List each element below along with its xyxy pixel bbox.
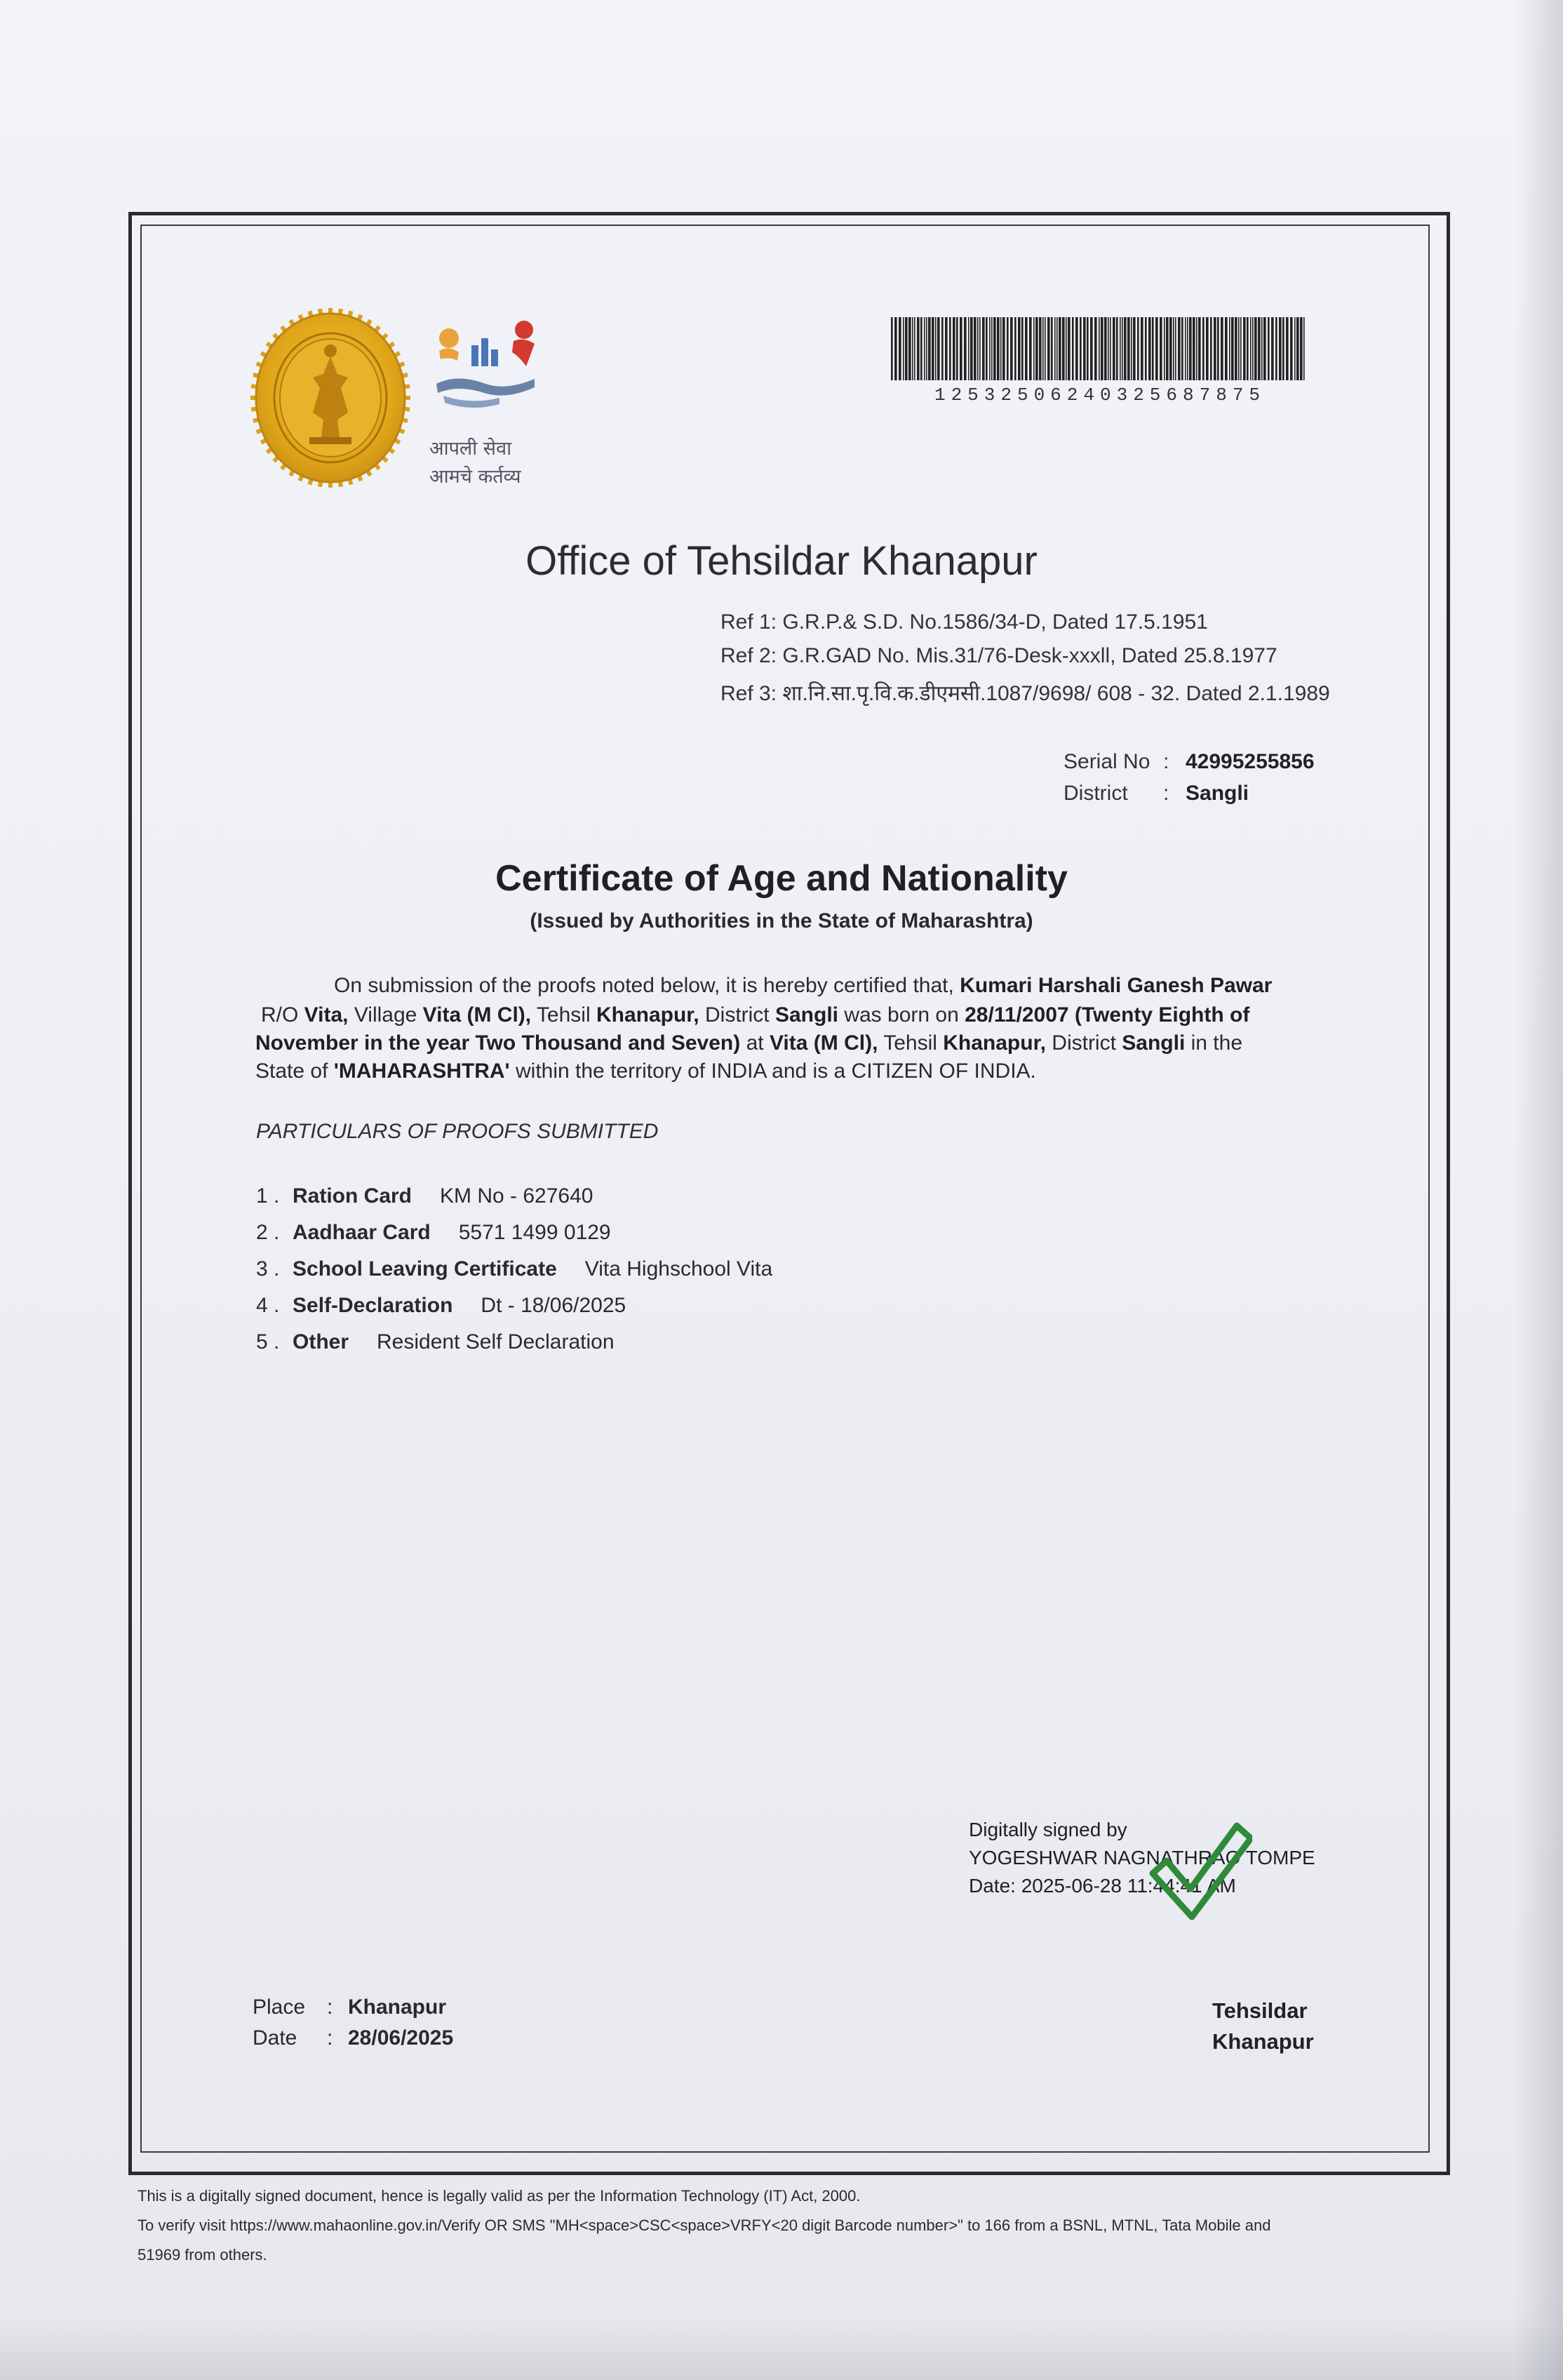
barcode-bar [945,317,948,380]
body-line-3 [255,1029,1323,1058]
village: Vita (M Cl), [422,1003,532,1027]
certificate-subtitle: (Issued by Authorities in the State of Maharashtra) [530,909,1033,932]
barcode-bar [1062,317,1065,380]
barcode-bar [1271,317,1274,380]
proof-label: Ration Card [293,1184,412,1208]
barcode-bar [1133,317,1136,380]
barcode-bar [908,317,911,380]
barcode-bar [941,317,944,380]
barcode-bar [964,317,967,380]
barcode-bar [1202,317,1205,380]
barcode-bar [1258,317,1261,380]
barcode-bar [917,317,920,380]
signature-line-1: Digitally signed by [969,1819,1127,1840]
date-row [253,2026,454,2050]
district-colon: : [1163,782,1169,805]
barcode-bar [982,317,985,380]
barcode-bar [926,317,927,380]
proof-number: 2 . [256,1221,280,1244]
body-text: R/O [261,1003,304,1027]
page-bottom-shadow [0,2317,1563,2380]
barcode [891,317,1309,380]
barcode-bar [979,317,981,380]
proof-label: Self-Declaration [293,1294,453,1317]
barcode-bar [1021,317,1024,380]
body-text: Village [348,1003,423,1027]
verified-check-icon [1147,1819,1252,1924]
proof-item [256,1330,615,1354]
body-line-2 [261,1001,1329,1030]
barcode-bar [1181,317,1183,380]
footer-legal-line: This is a digitally signed document, hence is legally valid as per the Information Technology (IT) Act, 2000. [137,2187,861,2205]
barcode-bar [1002,317,1005,380]
barcode-bar [912,317,913,380]
body-text: Tehsil [878,1031,944,1055]
barcode-bar [1075,317,1078,380]
barcode-bar [991,317,993,380]
barcode-bar [1116,317,1118,380]
barcode-bar [1124,317,1127,380]
barcode-bar [1296,317,1299,380]
proof-label: School Leaving Certificate [293,1257,557,1281]
place-colon: : [327,1995,333,2019]
proof-item [256,1257,772,1281]
page-edge-shadow [1514,0,1563,2380]
birth-date-words: November in the year Two Thousand and Seven) [255,1031,741,1055]
barcode-bar [1113,317,1115,380]
residence: Vita, [304,1003,349,1027]
barcode-bar [1210,317,1212,380]
proof-number: 5 . [256,1330,280,1353]
body-text: within the territory of INDIA and is a CITIZEN OF INDIA. [509,1059,1036,1083]
barcode-bar [1189,317,1192,380]
barcode-bar [1221,317,1223,380]
authority-title: Tehsildar [1212,1998,1308,2023]
footer-verify-line-2: 51969 from others. [137,2246,267,2264]
body-text: at [740,1031,770,1055]
body-text: District [1045,1031,1122,1055]
serial-value: 42995255856 [1186,750,1315,773]
body-line-4 [255,1057,1323,1086]
proof-value: Resident Self Declaration [377,1330,615,1353]
body-text: was born on [838,1003,965,1027]
barcode-bar [1108,317,1109,380]
proof-value: Dt - 18/06/2025 [481,1294,626,1317]
barcode-bar [1148,317,1151,380]
ref-line-2: Ref 2: G.R.GAD No. Mis.31/76-Desk-xxxll, Dated 25.8.1977 [720,644,1277,667]
barcode-bar [914,317,915,380]
barcode-bar [1187,317,1188,380]
barcode-bar [1000,317,1002,380]
date-value: 28/06/2025 [348,2026,454,2050]
logo-tagline-line2: आमचे कर्तव्य [429,466,521,488]
signature-signer: YOGESHWAR NAGNATHRAO TOMPE [969,1847,1315,1868]
barcode-bar [1068,317,1071,380]
barcode-bar [1141,317,1143,380]
barcode-bar [1231,317,1234,380]
proof-item [256,1294,626,1318]
barcode-bar [986,317,988,380]
barcode-bar [1122,317,1123,380]
proof-value: 5571 1499 0129 [458,1221,611,1244]
barcode-bar [1169,317,1172,380]
proof-item [256,1184,593,1208]
birth-place: Vita (M Cl), [769,1031,878,1055]
barcode-bar [1025,317,1028,380]
barcode-bar [1166,317,1169,380]
barcode-bar [1080,317,1082,380]
barcode-bar [1263,317,1266,380]
barcode-bar [1185,317,1186,380]
barcode-bar [1010,317,1013,380]
barcode-bar [968,317,970,380]
barcode-bar [1087,317,1089,380]
barcode-bar [1235,317,1237,380]
barcode-bar [1056,317,1058,380]
barcode-bar [1229,317,1230,380]
body-text: in the [1185,1031,1243,1055]
barcode-bar [1127,317,1130,380]
barcode-bar [1160,317,1162,380]
barcode-bar [1240,317,1242,380]
barcode-bar [924,317,925,380]
barcode-bar [1286,317,1289,380]
barcode-bar [1175,317,1176,380]
barcode-bar [993,317,996,380]
barcode-bar [1206,317,1209,380]
birth-date: 28/11/2007 (Twenty Eighth of [965,1003,1250,1027]
district-label: District [1064,782,1128,805]
barcode-bar [1035,317,1038,380]
barcode-bar [903,317,904,380]
barcode-bar [894,317,897,380]
barcode-bar [1275,317,1277,380]
footer-verify-line: To verify visit https://www.mahaonline.gov.in/Verify OR SMS "MH<space>CSC<space>VRFY<20 digit Barcode number>" to 166 from a BSNL, MTNL, Tata Mobile and [137,2217,1271,2234]
barcode-bar [1173,317,1174,380]
barcode-bar [1261,317,1263,380]
barcode-bar [1054,317,1056,380]
barcode-bar [920,317,923,380]
barcode-bar [1300,317,1303,380]
barcode-bar [1282,317,1284,380]
barcode-bar [1254,317,1257,380]
proof-number: 4 . [256,1294,280,1317]
serial-label: Serial No [1064,750,1151,773]
barcode-bar [953,317,955,380]
barcode-number: 12532506240325687875 [934,385,1266,406]
barcode-bar [937,317,940,380]
body-text: Tehsil [531,1003,596,1027]
barcode-bar [1101,317,1104,380]
body-text: State of [255,1059,334,1083]
barcode-bar [899,317,901,380]
proof-label: Aadhaar Card [293,1221,431,1244]
barcode-bar [1014,317,1017,380]
barcode-bar [1029,317,1032,380]
digital-signature [969,1816,1315,1900]
barcode-bar [905,317,908,380]
signature-date: Date: 2025-06-28 11:44:41 AM [969,1875,1236,1897]
date-label: Date [253,2026,297,2050]
maharashtra-seal-icon [250,307,411,488]
aapli-seva-logo-icon [429,317,542,415]
barcode-bar [1198,317,1201,380]
barcode-bar [891,317,893,380]
barcode-bar [1225,317,1228,380]
body-text: District [699,1003,775,1027]
ref-line-1: Ref 1: G.R.P.& S.D. No.1586/34-D, Dated 17.5.1951 [720,610,1208,634]
authority-location: Khanapur [1212,2029,1314,2054]
place-value: Khanapur [348,1995,447,2019]
proof-number: 1 . [256,1184,280,1208]
proof-value: Vita Highschool Vita [584,1257,773,1281]
proof-number: 3 . [256,1257,280,1281]
logo-tagline [429,435,549,491]
barcode-bar [970,317,973,380]
proof-item [256,1221,611,1245]
barcode-bar [1051,317,1053,380]
barcode-bar [1131,317,1132,380]
date-colon: : [327,2026,333,2050]
barcode-bar [1110,317,1111,380]
barcode-bar [932,317,934,380]
certificate-title: Certificate of Age and Nationality [495,858,1068,899]
barcode-bar [1039,317,1042,380]
barcode-bar [974,317,977,380]
serial-colon: : [1163,750,1169,773]
barcode-bar [977,317,979,380]
barcode-bar [1099,317,1100,380]
barcode-bar [1033,317,1035,380]
barcode-bar [1243,317,1246,380]
barcode-bar [1238,317,1240,380]
barcode-bar [1164,317,1165,380]
district-value: Sangli [1186,782,1249,805]
barcode-bar [1120,317,1121,380]
barcode-bar [1303,317,1305,380]
barcode-bar [1066,317,1067,380]
barcode-bar [1193,317,1195,380]
state-name: 'MAHARASHTRA' [333,1059,510,1083]
place-label: Place [253,1995,306,2019]
barcode-bar [1047,317,1050,380]
barcode-bar [1155,317,1158,380]
barcode-bar [1090,317,1093,380]
logo-tagline-line1: आपली सेवा [429,438,512,460]
barcode-bar [1252,317,1254,380]
barcode-bar [1137,317,1139,380]
barcode-bar [1279,317,1282,380]
barcode-bar [1145,317,1147,380]
barcode-bar [1196,317,1198,380]
barcode-bar [1018,317,1021,380]
barcode-bar [935,317,937,380]
barcode-bar [1083,317,1086,380]
barcode-bar [1247,317,1249,380]
barcode-bar [1104,317,1107,380]
barcode-bar [989,317,991,380]
district: Sangli [1122,1031,1186,1055]
barcode-bar [1250,317,1252,380]
office-title: Office of Tehsildar Khanapur [525,538,1038,584]
body-line-1 [334,971,1323,1001]
barcode-bar [1094,317,1097,380]
barcode-bar [1007,317,1009,380]
barcode-bar [1072,317,1074,380]
tehsil: Khanapur, [596,1003,699,1027]
proof-value: KM No - 627640 [440,1184,593,1208]
barcode-bar [1059,317,1061,380]
ref-line-3: Ref 3: शा.नि.सा.पृ.वि.क.डीएमसी.1087/9698/ 608 - 32. Dated 2.1.1989 [720,682,1330,705]
barcode-bar [1214,317,1216,380]
tehsil: Khanapur, [943,1031,1046,1055]
barcode-bar [1045,317,1046,380]
barcode-bar [997,317,1000,380]
body-text: On submission of the proofs noted below, it is hereby certified that, [334,974,960,997]
barcode-bar [1152,317,1154,380]
barcode-bar [1042,317,1044,380]
barcode-bar [1178,317,1181,380]
barcode-bar [928,317,931,380]
barcode-bar [956,317,958,380]
barcode-bar [960,317,962,380]
barcode-bar [1268,317,1270,380]
proofs-heading: PARTICULARS OF PROOFS SUBMITTED [256,1120,659,1143]
proof-label: Other [293,1330,349,1353]
barcode-bar [1217,317,1219,380]
district: Sangli [774,1003,838,1027]
barcode-bar [1290,317,1293,380]
applicant-name: Kumari Harshali Ganesh Pawar [960,974,1273,997]
barcode-bar [1294,317,1296,380]
barcode-bar [949,317,951,380]
place-row [253,1995,447,2019]
